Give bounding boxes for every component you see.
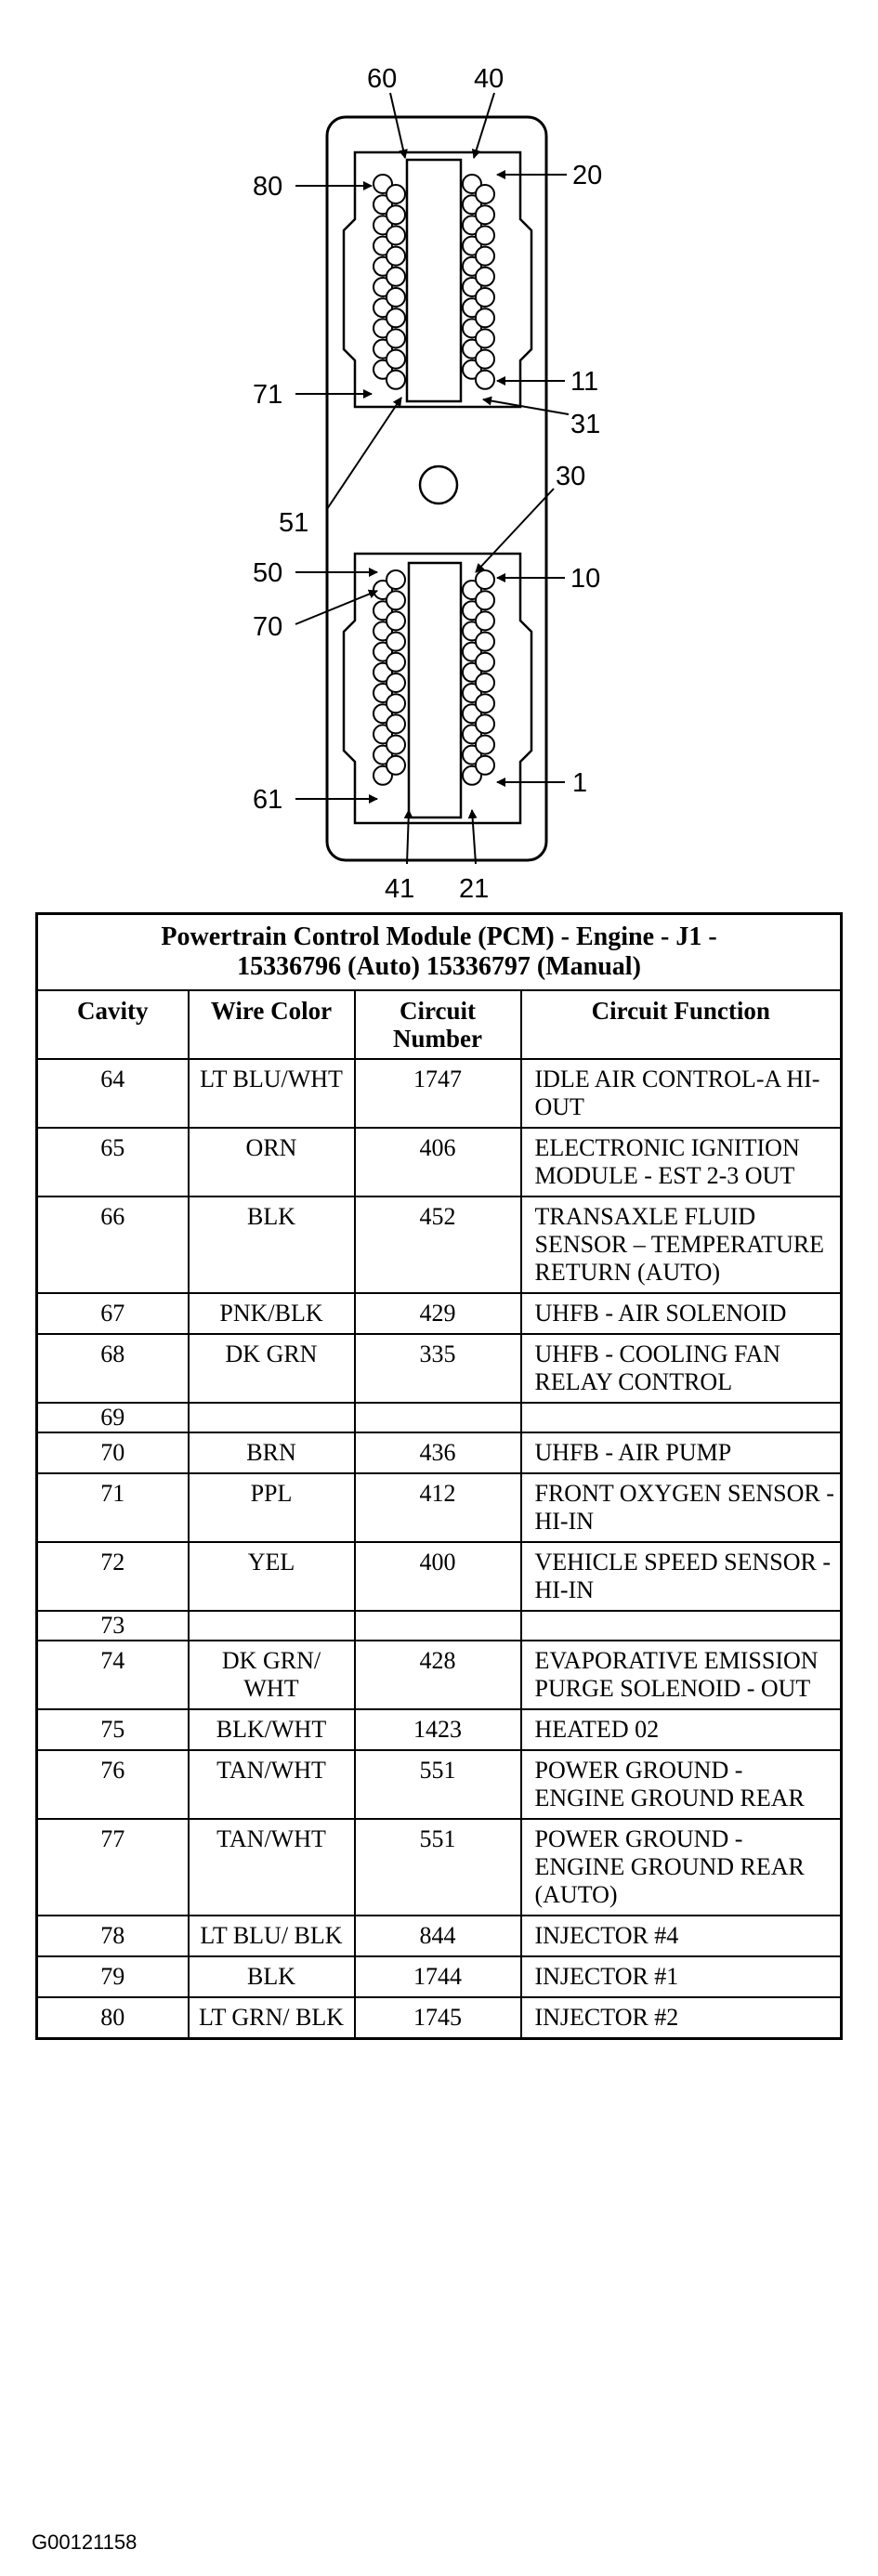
pin-cavity — [387, 736, 405, 754]
pin-table — [35, 912, 843, 2040]
pin-cavity — [476, 247, 494, 266]
pin-cavity — [387, 205, 405, 224]
header-cavity: Cavity — [37, 990, 189, 1059]
table-row — [37, 1334, 842, 1403]
pin-cavity — [476, 653, 494, 672]
pin-cavity — [387, 570, 405, 589]
circuit-number-cell: 335 — [355, 1334, 521, 1403]
wire-color-cell: LT BLU/WHT — [189, 1059, 355, 1128]
cavity-cell: 74 — [37, 1641, 189, 1709]
cavity-cell: 70 — [37, 1432, 189, 1473]
wire-color-cell: DK GRN — [189, 1334, 355, 1403]
pin-label-20: 20 — [572, 161, 603, 190]
pin-label-51: 51 — [279, 508, 309, 538]
circuit-number-cell — [355, 1403, 521, 1432]
pin-cavity — [476, 205, 494, 224]
pin-label-50: 50 — [253, 558, 283, 588]
circuit-number-cell: 1747 — [355, 1059, 521, 1128]
cavity-cell: 76 — [37, 1750, 189, 1819]
pin-label-40: 40 — [474, 64, 505, 94]
circuit-function-cell: FRONT OXYGEN SENSOR - HI-IN — [521, 1473, 842, 1542]
circuit-number-cell: 400 — [355, 1542, 521, 1611]
pin-label-60: 60 — [367, 64, 398, 94]
circuit-function-cell: EVAPORATIVE EMISSION PURGE SOLENOID - OUT — [521, 1641, 842, 1709]
table-row — [37, 1641, 842, 1709]
mounting-hole — [420, 466, 457, 503]
upper-pin-frame — [344, 152, 531, 407]
wire-color-cell: LT BLU/ BLK — [189, 1916, 355, 1956]
cavity-cell: 68 — [37, 1334, 189, 1403]
pin-cavity — [476, 736, 494, 754]
wire-color-cell: LT GRN/ BLK — [189, 1997, 355, 2039]
cavity-cell: 75 — [37, 1709, 189, 1750]
circuit-function-cell: POWER GROUND - ENGINE GROUND REAR — [521, 1750, 842, 1819]
circuit-number-cell: 551 — [355, 1750, 521, 1819]
circuit-function-cell: INJECTOR #4 — [521, 1916, 842, 1956]
wire-color-cell — [189, 1611, 355, 1641]
circuit-number-cell: 551 — [355, 1819, 521, 1916]
circuit-function-cell: UHFB - AIR SOLENOID — [521, 1293, 842, 1334]
circuit-function-cell: TRANSAXLE FLUID SENSOR – TEMPERATURE RETURN (AUTO) — [521, 1196, 842, 1293]
lower-divider — [409, 563, 461, 817]
circuit-function-cell: IDLE AIR CONTROL-A HI-OUT — [521, 1059, 842, 1128]
cavity-cell: 80 — [37, 1997, 189, 2039]
cavity-cell: 67 — [37, 1293, 189, 1334]
circuit-number-cell: 428 — [355, 1641, 521, 1709]
wire-color-cell: BLK — [189, 1196, 355, 1293]
circuit-function-cell — [521, 1611, 842, 1641]
table-title-line-1: Powertrain Control Module (PCM) - Engine - J1 - — [161, 922, 717, 951]
upper-divider — [407, 160, 461, 401]
circuit-function-cell: INJECTOR #2 — [521, 1997, 842, 2039]
wire-color-cell: BLK/WHT — [189, 1709, 355, 1750]
table-row — [37, 1473, 842, 1542]
wire-color-cell: PPL — [189, 1473, 355, 1542]
circuit-number-cell: 1423 — [355, 1709, 521, 1750]
pin-label-1: 1 — [572, 768, 588, 798]
table-row — [37, 1611, 842, 1641]
pin-cavity — [387, 694, 405, 713]
circuit-number-cell — [355, 1611, 521, 1641]
circuit-function-cell: ELECTRONIC IGNITION MODULE - EST 2-3 OUT — [521, 1128, 842, 1196]
pin-cavity — [387, 633, 405, 651]
pin-cavity — [476, 756, 494, 775]
pin-label-61: 61 — [253, 785, 283, 815]
pin-cavity — [476, 329, 494, 347]
circuit-number-cell: 1745 — [355, 1997, 521, 2039]
table-title-line-2: 15336796 (Auto) 15336797 (Manual) — [237, 952, 641, 981]
table-row — [37, 1403, 842, 1432]
pin-cavity — [476, 591, 494, 609]
pin-cavity — [387, 756, 405, 775]
header-wire-color: Wire Color — [189, 990, 355, 1059]
circuit-number-cell: 429 — [355, 1293, 521, 1334]
connector-housing — [327, 117, 546, 860]
pin-label-41: 41 — [385, 874, 415, 904]
pin-cavity — [476, 308, 494, 327]
pin-cavity — [387, 247, 405, 266]
header-circuit-function: Circuit Function — [521, 990, 842, 1059]
pin-cavity — [476, 570, 494, 589]
circuit-number-cell: 452 — [355, 1196, 521, 1293]
pin-cavity — [387, 714, 405, 733]
wire-color-cell: DK GRN/ WHT — [189, 1641, 355, 1709]
pin-cavity — [387, 653, 405, 672]
wire-color-cell: BLK — [189, 1956, 355, 1997]
pin-label-10: 10 — [570, 564, 601, 594]
pin-label-70: 70 — [253, 612, 283, 642]
pin-label-21: 21 — [459, 874, 490, 904]
pin-cavity — [476, 185, 494, 203]
pin-cavity — [387, 226, 405, 244]
pin-cavity — [387, 673, 405, 692]
table-row — [37, 1819, 842, 1916]
image-code: G00121158 — [32, 2530, 138, 2554]
table-row — [37, 1432, 842, 1473]
pin-cavity — [476, 226, 494, 244]
pin-cavity — [387, 268, 405, 286]
pin-label-11: 11 — [570, 367, 599, 397]
circuit-function-cell: UHFB - AIR PUMP — [521, 1432, 842, 1473]
cavity-cell: 73 — [37, 1611, 189, 1641]
pin-cavity — [387, 308, 405, 327]
table-row — [37, 1997, 842, 2039]
table-row — [37, 1542, 842, 1611]
pin-cavity — [387, 591, 405, 609]
circuit-number-cell: 1744 — [355, 1956, 521, 1997]
pin-cavity — [476, 694, 494, 713]
pin-label-80: 80 — [253, 172, 283, 202]
pin-cavity — [387, 329, 405, 347]
table-row — [37, 1059, 842, 1128]
cavity-cell: 78 — [37, 1916, 189, 1956]
pin-cavity — [476, 633, 494, 651]
wire-color-cell: TAN/WHT — [189, 1750, 355, 1819]
circuit-number-cell: 844 — [355, 1916, 521, 1956]
wire-color-cell: BRN — [189, 1432, 355, 1473]
cavity-cell: 66 — [37, 1196, 189, 1293]
wire-color-cell: ORN — [189, 1128, 355, 1196]
pin-cavity — [476, 371, 494, 389]
circuit-function-cell — [521, 1403, 842, 1432]
header-circuit-number: Circuit Number — [355, 990, 521, 1059]
cavity-cell: 79 — [37, 1956, 189, 1997]
table-row — [37, 1128, 842, 1196]
pin-cavity — [476, 288, 494, 307]
cavity-cell: 77 — [37, 1819, 189, 1916]
circuit-function-cell: VEHICLE SPEED SENSOR - HI-IN — [521, 1542, 842, 1611]
circuit-function-cell: INJECTOR #1 — [521, 1956, 842, 1997]
table-row — [37, 1293, 842, 1334]
table-title — [37, 914, 842, 991]
pin-cavities — [373, 175, 494, 785]
table-row — [37, 1916, 842, 1956]
cavity-cell: 65 — [37, 1128, 189, 1196]
circuit-number-cell: 406 — [355, 1128, 521, 1196]
circuit-function-cell: UHFB - COOLING FAN RELAY CONTROL — [521, 1334, 842, 1403]
wire-color-cell: TAN/WHT — [189, 1819, 355, 1916]
pin-cavity — [387, 371, 405, 389]
pin-cavity — [476, 611, 494, 630]
cavity-cell: 64 — [37, 1059, 189, 1128]
pin-label-30: 30 — [556, 462, 586, 491]
connector-diagram — [0, 0, 878, 906]
cavity-cell: 69 — [37, 1403, 189, 1432]
cavity-cell: 72 — [37, 1542, 189, 1611]
table-row — [37, 1709, 842, 1750]
pin-cavity — [476, 673, 494, 692]
circuit-function-cell: POWER GROUND - ENGINE GROUND REAR (AUTO) — [521, 1819, 842, 1916]
pin-cavity — [387, 611, 405, 630]
wire-color-cell: PNK/BLK — [189, 1293, 355, 1334]
table-row — [37, 1196, 842, 1293]
pin-cavity — [476, 714, 494, 733]
pin-cavity — [387, 288, 405, 307]
pin-label-31: 31 — [570, 410, 601, 439]
circuit-function-cell: HEATED 02 — [521, 1709, 842, 1750]
leader-lines — [295, 93, 569, 864]
cavity-cell: 71 — [37, 1473, 189, 1542]
pin-cavity — [387, 185, 405, 203]
table-row — [37, 1750, 842, 1819]
circuit-number-cell: 412 — [355, 1473, 521, 1542]
circuit-number-cell: 436 — [355, 1432, 521, 1473]
table-row — [37, 1956, 842, 1997]
pin-cavity — [387, 350, 405, 369]
pin-cavity — [476, 268, 494, 286]
wire-color-cell: YEL — [189, 1542, 355, 1611]
pin-cavity — [476, 350, 494, 369]
pin-label-71: 71 — [253, 380, 283, 410]
wire-color-cell — [189, 1403, 355, 1432]
